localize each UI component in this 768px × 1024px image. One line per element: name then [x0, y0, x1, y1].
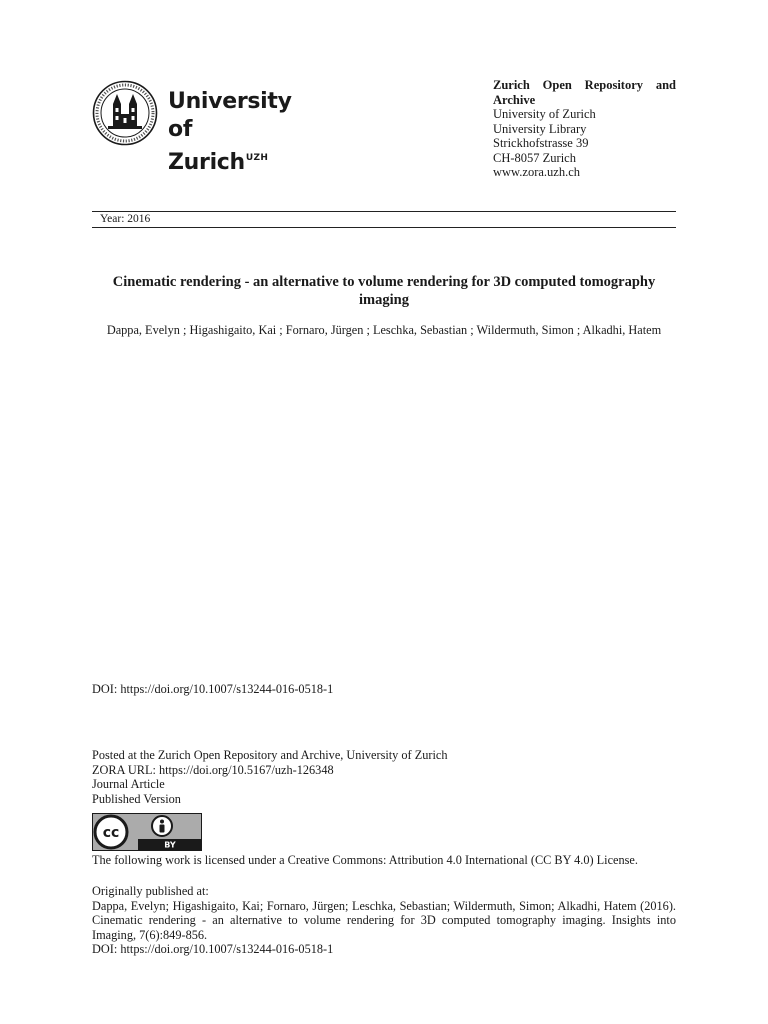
doi-link[interactable]: DOI: https://doi.org/10.1007/s13244-016-0518-1	[92, 682, 334, 696]
university-logo	[92, 80, 322, 175]
address-line: University of Zurich	[493, 107, 596, 121]
repository-address	[493, 78, 676, 180]
item-type: Journal Article	[92, 777, 165, 791]
original-heading: Originally published at:	[92, 884, 209, 898]
cc-icon-text: cc	[102, 825, 120, 841]
university-seal-icon	[92, 80, 158, 146]
posted-line: Posted at the Zurich Open Repository and Archive, University of Zurich	[92, 748, 448, 762]
university-name-line1: University of	[168, 89, 292, 142]
address-line: CH-8057 Zurich	[493, 150, 576, 165]
zora-url-link[interactable]: ZORA URL: https://doi.org/10.5167/uzh-126348	[92, 762, 334, 777]
university-name	[168, 88, 322, 177]
university-name-line2: Zurich	[168, 150, 245, 175]
original-doi-link[interactable]: DOI: https://doi.org/10.1007/s13244-016-0518-1	[92, 942, 334, 956]
posted-info	[92, 748, 682, 806]
attribution-icon	[152, 816, 172, 836]
paper-authors: Dappa, Evelyn ; Higashigaito, Kai ; Fornaro, Jürgen ; Leschka, Sebastian ; Wildermuth, Simon ; Alkadhi, Hatem	[106, 323, 662, 337]
license-text: The following work is licensed under a Creative Commons: Attribution 4.0 International (CC BY 4.0) License.	[92, 853, 638, 867]
repository-url[interactable]: www.zora.uzh.ch	[493, 165, 580, 179]
bottom-divider	[92, 227, 676, 228]
cc-icon	[95, 816, 127, 848]
top-divider	[92, 211, 676, 212]
address-line: Strickhofstrasse 39	[493, 136, 589, 150]
address-line: University Library	[493, 121, 587, 136]
original-publication	[92, 884, 676, 957]
citation-text: Dappa, Evelyn; Higashigaito, Kai; Fornaro, Jürgen; Leschka, Sebastian; Wildermuth, Simon; Alkadhi, Hatem (2016). Cinematic rendering - an alternative to volume rendering for 3D computed tomography imaging. Insights into Imaging, 7(6):849-856.	[92, 898, 676, 942]
cc-by-license-badge[interactable]	[92, 813, 202, 851]
year-label: Year: 2016	[100, 213, 151, 225]
repository-title: Zurich Open Repository and Archive	[493, 78, 676, 107]
version-label: Published Version	[92, 791, 181, 806]
paper-title: Cinematic rendering - an alternative to volume rendering for 3D computed tomography imaging	[112, 274, 656, 308]
by-label: BY	[164, 840, 176, 850]
uzh-suffix: UZH	[245, 153, 269, 163]
